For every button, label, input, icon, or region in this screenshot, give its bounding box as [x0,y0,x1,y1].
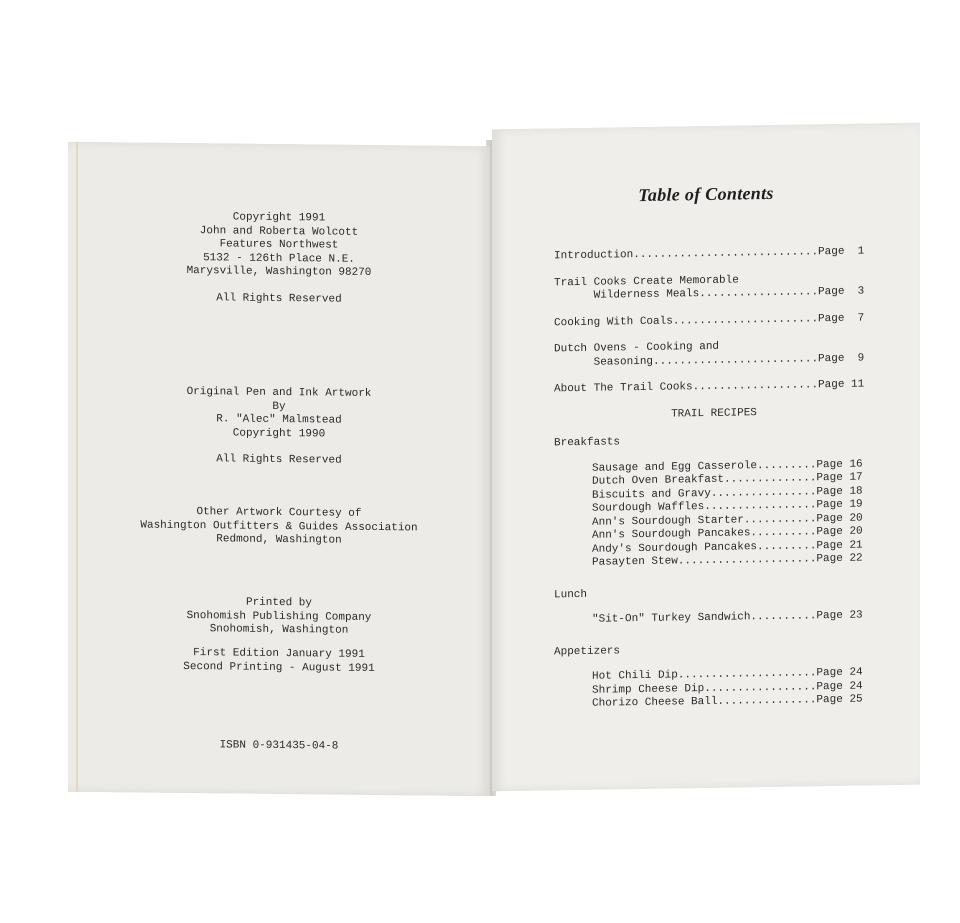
breakfast-recipes [554,457,914,571]
recipe-item: Chorizo Cheese Ball...............Page 25 [592,693,863,710]
rights-text: All Rights Reserved [216,292,342,306]
artwork-line: Original Pen and Ink Artwork [186,386,372,400]
printed-by-line: Printed by [245,596,312,610]
printer-name-line: Snohomish Publishing Company [186,609,372,624]
isbn: ISBN 0-931435-04-8 [219,739,339,753]
edition-block [68,646,490,677]
rights-reserved-2 [68,452,490,470]
toc-entry-trail-cooks [554,271,914,304]
lunch-recipes [554,609,914,628]
toc-line: Cooking With Coals......................Page 7 [554,312,865,329]
appetizer-recipes [554,666,914,712]
rights-reserved-1 [68,291,490,309]
recipe-item: Dutch Oven Breakfast..............Page 17 [592,471,863,488]
address-line: 5132 - 126th Place N.E. [203,251,355,266]
first-edition-line: First Edition January 1991 [193,647,365,661]
printer-block [68,595,490,640]
recipe-item: Ann's Sourdough Starter...........Page 20 [592,512,863,529]
toc-entry-cooking-with-coals [554,311,914,330]
toc-line: Dutch Ovens - Cooking and [554,340,720,356]
artwork-copyright-line: Copyright 1990 [232,427,326,440]
toc-entry-introduction [554,245,914,264]
isbn-block [68,738,490,756]
rights-text: All Rights Reserved [216,453,342,467]
recipe-item: Biscuits and Gravy................Page 18 [592,485,863,502]
authors-line: John and Roberta Wolcott [199,224,359,239]
recipe-item: Shrimp Cheese Dip.................Page 24 [592,680,863,697]
recipe-item: "Sit-On" Turkey Sandwich..........Page 23 [592,609,863,626]
toc-line: About The Trail Cooks...................Page 11 [554,378,865,396]
trail-recipes-heading: TRAIL RECIPES [671,406,757,421]
recipe-item: Ann's Sourdough Pancakes..........Page 20 [592,525,863,542]
other-artwork-line: Other Artwork Courtesy of [196,506,362,520]
toc-line: Introduction............................Page 1 [554,245,865,263]
second-printing-line: Second Printing - August 1991 [183,660,375,675]
section-breakfasts: Breakfasts [554,436,621,450]
association-city-line: Redmond, Washington [216,533,342,547]
association-line: Washington Outfitters & Guides Association [140,519,418,534]
copyright-page [68,142,490,796]
copyright-block [68,210,490,282]
toc-entry-dutch-ovens [554,338,914,371]
recipe-item: Pasayten Stew.....................Page 22 [592,552,863,569]
toc-line: Seasoning.........................Page 9 [554,352,865,369]
toc-entry-about-trail-cooks [554,378,914,397]
other-artwork-block [68,505,490,550]
artwork-block [68,385,490,443]
toc-title: Table of Contents [638,182,774,206]
recipe-item: Hot Chili Dip.....................Page 24 [592,666,863,683]
artist-line: R. "Alec" Malmstead [216,413,342,427]
publisher-line: Features Northwest [219,238,339,252]
toc-line: Trail Cooks Create Memorable [554,273,739,289]
recipe-item: Sausage and Egg Casserole.........Page 16 [592,458,863,475]
by-line: By [272,400,286,413]
section-appetizers: Appetizers [554,644,621,658]
table-of-contents-page [492,123,920,792]
recipe-item: Andy's Sourdough Pancakes.........Page 21 [592,539,863,556]
toc-list [554,245,914,730]
copyright-line: Copyright 1991 [232,211,326,225]
section-lunch: Lunch [554,588,588,601]
printer-city-line: Snohomish, Washington [209,623,349,637]
city-line: Marysville, Washington 98270 [186,265,372,279]
toc-line: Wilderness Meals..................Page 3 [554,285,865,303]
recipe-item: Sourdough Waffles.................Page 19 [592,498,863,515]
